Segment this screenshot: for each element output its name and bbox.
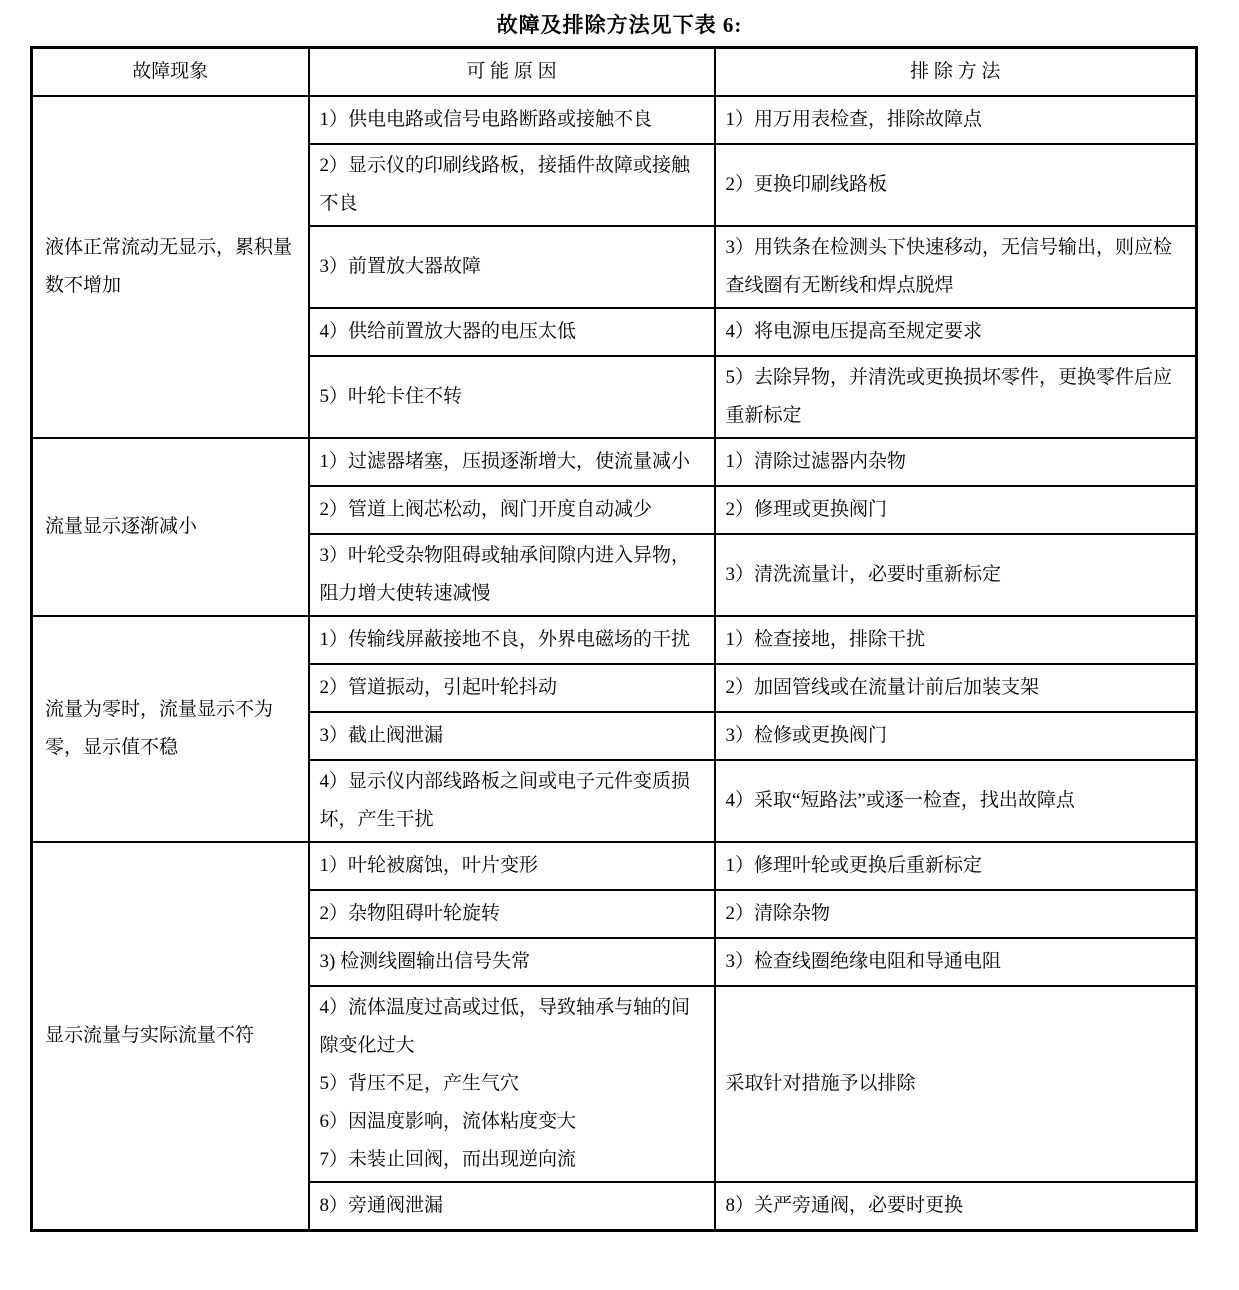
cause-cell: 2）管道振动，引起叶轮抖动 bbox=[309, 664, 715, 712]
cause-cell: 1）传输线屏蔽接地不良，外界电磁场的干扰 bbox=[309, 616, 715, 664]
remedy-cell: 3）清洗流量计，必要时重新标定 bbox=[715, 534, 1197, 616]
cause-line: 7）未装止回阀，而出现逆向流 bbox=[319, 1149, 577, 1170]
cause-cell: 3）截止阀泄漏 bbox=[309, 712, 715, 760]
cause-cell: 8）旁通阀泄漏 bbox=[309, 1182, 715, 1231]
remedy-cell: 3）检查线圈绝缘电阻和导通电阻 bbox=[715, 938, 1197, 986]
remedy-cell: 1）清除过滤器内杂物 bbox=[715, 438, 1197, 486]
remedy-cell: 采取针对措施予以排除 bbox=[715, 986, 1197, 1182]
remedy-cell: 3）检修或更换阀门 bbox=[715, 712, 1197, 760]
remedy-cell: 4）采取“短路法”或逐一检查，找出故障点 bbox=[715, 760, 1197, 842]
table-body bbox=[32, 96, 1197, 1231]
table-row bbox=[32, 842, 1197, 890]
table-row bbox=[32, 616, 1197, 664]
phenomenon-cell: 液体正常流动无显示，累积量数不增加 bbox=[32, 96, 309, 438]
remedy-cell: 1）修理叶轮或更换后重新标定 bbox=[715, 842, 1197, 890]
cause-line: 5）背压不足，产生气穴 bbox=[319, 1073, 520, 1094]
cause-cell: 4）供给前置放大器的电压太低 bbox=[309, 308, 715, 356]
cause-cell: 5）叶轮卡住不转 bbox=[309, 356, 715, 438]
table-row bbox=[32, 438, 1197, 486]
cause-cell: 1）叶轮被腐蚀，叶片变形 bbox=[309, 842, 715, 890]
cause-cell: 2）管道上阀芯松动，阀门开度自动减少 bbox=[309, 486, 715, 534]
cause-line: 6）因温度影响，流体粘度变大 bbox=[319, 1111, 577, 1132]
remedy-cell: 8）关严旁通阀，必要时更换 bbox=[715, 1182, 1197, 1231]
cause-cell: 3）前置放大器故障 bbox=[309, 226, 715, 308]
column-header-0: 故障现象 bbox=[32, 48, 309, 97]
cause-cell: 2）杂物阻碍叶轮旋转 bbox=[309, 890, 715, 938]
remedy-cell: 3）用铁条在检测头下快速移动，无信号输出，则应检查线圈有无断线和焊点脱焊 bbox=[715, 226, 1197, 308]
table-head bbox=[32, 48, 1197, 97]
cause-cell: 1）供电电路或信号电路断路或接触不良 bbox=[309, 96, 715, 144]
remedy-cell: 2）加固管线或在流量计前后加装支架 bbox=[715, 664, 1197, 712]
phenomenon-cell: 显示流量与实际流量不符 bbox=[32, 842, 309, 1231]
cause-cell: 3) 检测线圈输出信号失常 bbox=[309, 938, 715, 986]
remedy-cell: 4）将电源电压提高至规定要求 bbox=[715, 308, 1197, 356]
column-header-2: 排 除 方 法 bbox=[715, 48, 1197, 97]
cause-cell: 3）叶轮受杂物阻碍或轴承间隙内进入异物，阻力增大使转速减慢 bbox=[309, 534, 715, 616]
table-row bbox=[32, 96, 1197, 144]
remedy-cell: 2）修理或更换阀门 bbox=[715, 486, 1197, 534]
remedy-cell: 2）清除杂物 bbox=[715, 890, 1197, 938]
phenomenon-cell: 流量为零时，流量显示不为零，显示值不稳 bbox=[32, 616, 309, 842]
cause-cell: 1）过滤器堵塞，压损逐渐增大，使流量减小 bbox=[309, 438, 715, 486]
table-caption: 故障及排除方法见下表 6: bbox=[496, 13, 743, 37]
cause-cell: 2）显示仪的印刷线路板，接插件故障或接触不良 bbox=[309, 144, 715, 226]
fault-table bbox=[30, 46, 1198, 1232]
cause-cell bbox=[309, 986, 715, 1182]
phenomenon-cell: 流量显示逐渐减小 bbox=[32, 438, 309, 616]
remedy-cell: 5）去除异物，并清洗或更换损坏零件，更换零件后应重新标定 bbox=[715, 356, 1197, 438]
header-row bbox=[32, 48, 1197, 97]
remedy-cell: 2）更换印刷线路板 bbox=[715, 144, 1197, 226]
remedy-cell: 1）用万用表检查，排除故障点 bbox=[715, 96, 1197, 144]
cause-line: 4）流体温度过高或过低，导致轴承与轴的间隙变化过大 bbox=[319, 997, 691, 1056]
cause-cell: 4）显示仪内部线路板之间或电子元件变质损坏，产生干扰 bbox=[309, 760, 715, 842]
column-header-1: 可 能 原 因 bbox=[309, 48, 715, 97]
remedy-cell: 1）检查接地，排除干扰 bbox=[715, 616, 1197, 664]
